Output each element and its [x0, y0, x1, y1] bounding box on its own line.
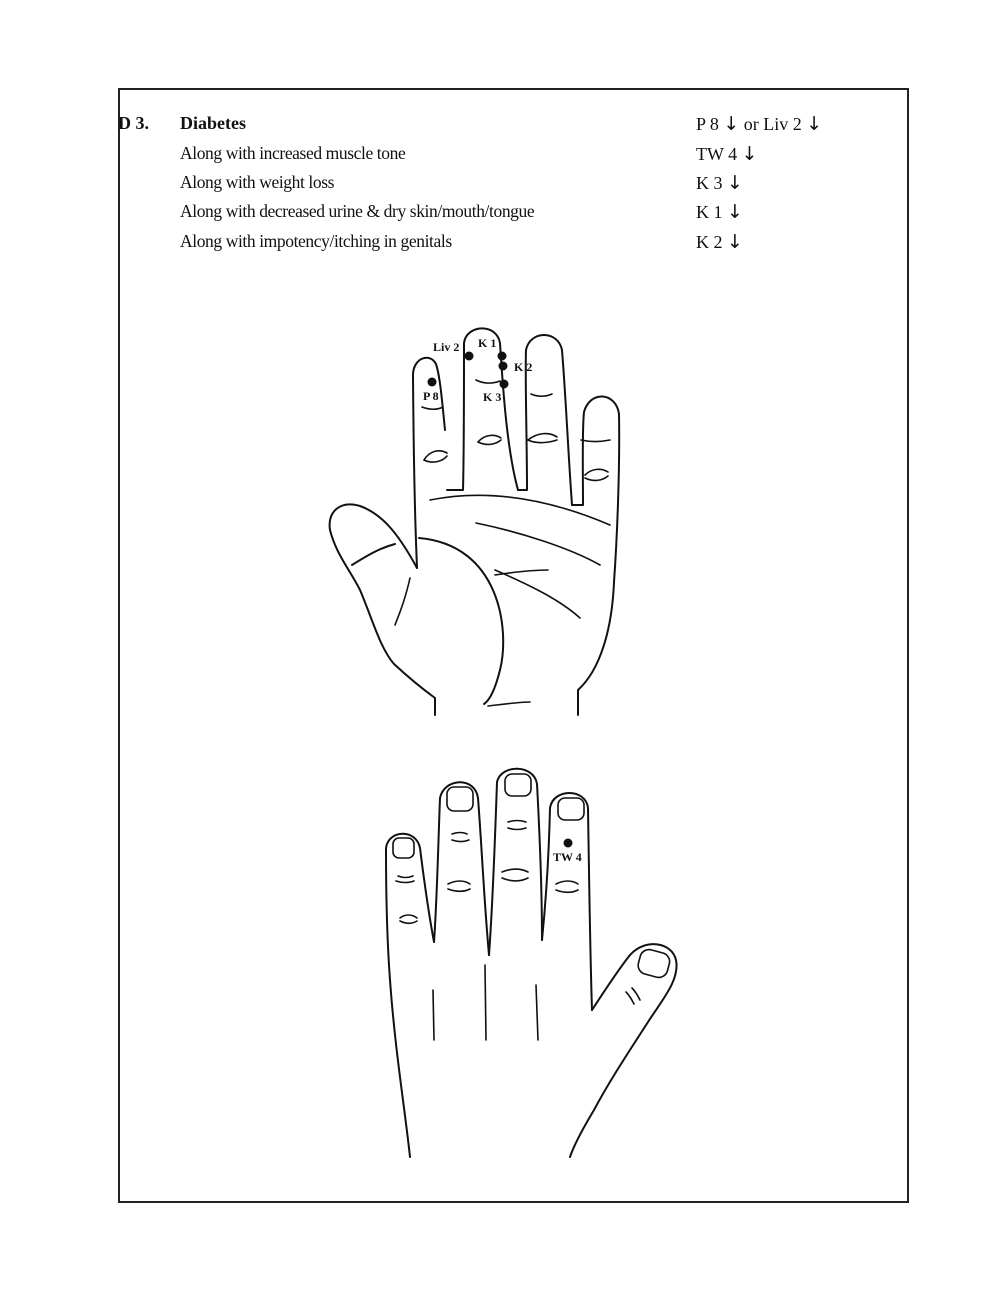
row-text: Along with impotency/itching in genitals	[180, 231, 452, 251]
p8-label: P 8	[423, 389, 439, 403]
tw4-point	[564, 839, 573, 848]
back-hand-illustration	[386, 769, 677, 1157]
k1-point	[498, 352, 507, 361]
row-point: K 3 ↓	[696, 172, 743, 194]
liv2-point	[465, 352, 474, 361]
row-point: K 1 ↓	[696, 201, 743, 223]
row-text: Along with increased muscle tone	[180, 143, 406, 163]
k3-label: K 3	[483, 390, 502, 404]
p8-point	[428, 378, 437, 387]
section-code: D 3.	[118, 113, 149, 133]
row-text: Along with weight loss	[180, 172, 335, 192]
liv2-label: Liv 2	[433, 340, 460, 354]
palm-outline	[330, 504, 435, 715]
title-points: P 8 ↓ or Liv 2 ↓	[696, 113, 823, 135]
section-title: Diabetes	[180, 113, 246, 133]
k2-point	[499, 362, 508, 371]
row-point: K 2 ↓	[696, 231, 743, 253]
k3-point	[500, 380, 509, 389]
palm-illustration	[330, 328, 620, 715]
row-point: TW 4 ↓	[696, 143, 758, 165]
row-text: Along with decreased urine & dry skin/mouth/tongue	[180, 201, 535, 221]
tw4-label: TW 4	[553, 850, 582, 864]
k2-label: K 2	[514, 360, 533, 374]
k1-label: K 1	[478, 336, 497, 350]
